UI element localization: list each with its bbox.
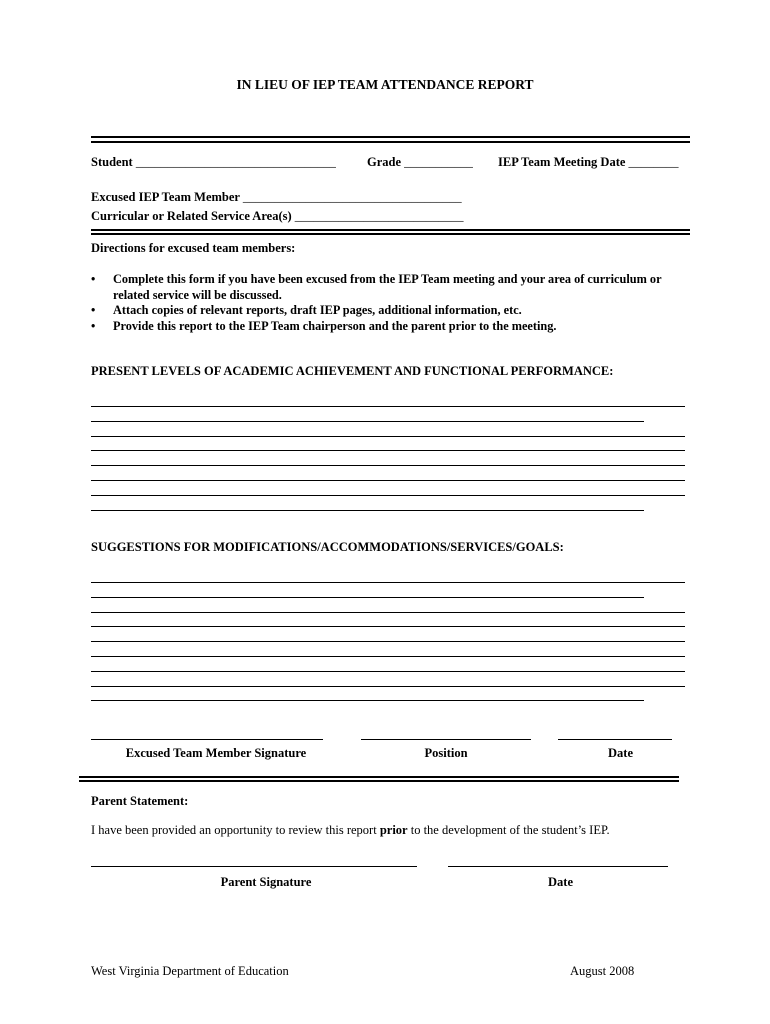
list-item: • Attach copies of relevant reports, draft IEP pages, additional information, etc. bbox=[91, 303, 522, 317]
position-label: Position bbox=[424, 746, 468, 760]
parent-date-line[interactable] bbox=[448, 866, 668, 867]
parent-signature-line[interactable] bbox=[91, 866, 417, 867]
writing-line[interactable] bbox=[91, 436, 685, 437]
writing-line[interactable] bbox=[91, 612, 685, 613]
student-blank[interactable]: ________________________________ bbox=[135, 155, 336, 169]
writing-line[interactable] bbox=[91, 641, 685, 642]
member-signature-line[interactable] bbox=[91, 739, 323, 740]
suggestions-heading: SUGGESTIONS FOR MODIFICATIONS/ACCOMMODATIONS/SERVICES/GOALS: bbox=[91, 540, 564, 554]
member-signature-label: Excused Team Member Signature bbox=[125, 746, 307, 760]
mid-divider bbox=[91, 229, 690, 231]
bullet-icon: • bbox=[91, 272, 96, 286]
service-area-field[interactable] bbox=[91, 209, 464, 224]
list-item: • Complete this form if you have been excused from the IEP Team meeting and your area of curriculum or related service will be discussed. bbox=[91, 272, 662, 302]
writing-line[interactable] bbox=[91, 480, 685, 481]
grade-blank[interactable]: ___________ bbox=[404, 155, 473, 169]
date-line[interactable] bbox=[558, 739, 672, 740]
parent-signature-label: Parent Signature bbox=[220, 875, 312, 889]
page-title: IN LIEU OF IEP TEAM ATTENDANCE REPORT bbox=[236, 77, 534, 92]
writing-line[interactable] bbox=[91, 656, 685, 657]
grade-label: Grade bbox=[367, 155, 402, 169]
excused-member-field[interactable] bbox=[91, 190, 462, 205]
service-area-label: Curricular or Related Service Area(s) bbox=[91, 209, 292, 223]
excused-member-label: Excused IEP Team Member bbox=[91, 190, 240, 204]
writing-line[interactable] bbox=[91, 686, 685, 687]
writing-line[interactable] bbox=[91, 671, 685, 672]
writing-line[interactable] bbox=[91, 465, 685, 466]
meeting-date-label: IEP Team Meeting Date bbox=[498, 155, 626, 169]
footer-organization: West Virginia Department of Education bbox=[91, 964, 289, 978]
excused-member-blank[interactable]: ___________________________________ bbox=[242, 190, 462, 204]
position-line[interactable] bbox=[361, 739, 531, 740]
writing-line[interactable] bbox=[91, 495, 685, 496]
lower-divider bbox=[79, 776, 679, 778]
service-area-blank[interactable]: ___________________________ bbox=[294, 209, 464, 223]
present-levels-heading: PRESENT LEVELS OF ACADEMIC ACHIEVEMENT AND FUNCTIONAL PERFORMANCE: bbox=[91, 364, 614, 378]
meeting-date-field[interactable] bbox=[498, 155, 679, 170]
writing-line[interactable] bbox=[91, 406, 685, 407]
writing-line[interactable] bbox=[91, 700, 644, 701]
writing-line[interactable] bbox=[91, 421, 644, 422]
meeting-date-blank[interactable]: ________ bbox=[628, 155, 679, 169]
parent-statement: I have been provided an opportunity to review this report prior to the development of the student’s IEP. bbox=[91, 823, 610, 837]
student-field[interactable] bbox=[91, 155, 336, 170]
student-label: Student bbox=[91, 155, 133, 169]
directions-list bbox=[91, 272, 691, 334]
writing-line[interactable] bbox=[91, 510, 644, 511]
directions-heading: Directions for excused team members: bbox=[91, 241, 296, 255]
list-item: • Provide this report to the IEP Team chairperson and the parent prior to the meeting. bbox=[91, 318, 557, 333]
date-label: Date bbox=[608, 746, 633, 760]
top-divider-2 bbox=[91, 141, 690, 143]
writing-line[interactable] bbox=[91, 597, 644, 598]
top-divider bbox=[91, 136, 690, 138]
grade-field[interactable] bbox=[367, 155, 473, 170]
writing-line[interactable] bbox=[91, 582, 685, 583]
parent-date-label: Date bbox=[548, 875, 573, 889]
bullet-icon: • bbox=[91, 318, 96, 333]
bullet-icon: • bbox=[91, 303, 96, 317]
writing-line[interactable] bbox=[91, 626, 685, 627]
footer-date: August 2008 bbox=[570, 964, 635, 978]
writing-line[interactable] bbox=[91, 450, 685, 451]
lower-divider-2 bbox=[79, 780, 679, 782]
parent-heading: Parent Statement: bbox=[91, 794, 189, 808]
mid-divider-2 bbox=[91, 233, 690, 235]
